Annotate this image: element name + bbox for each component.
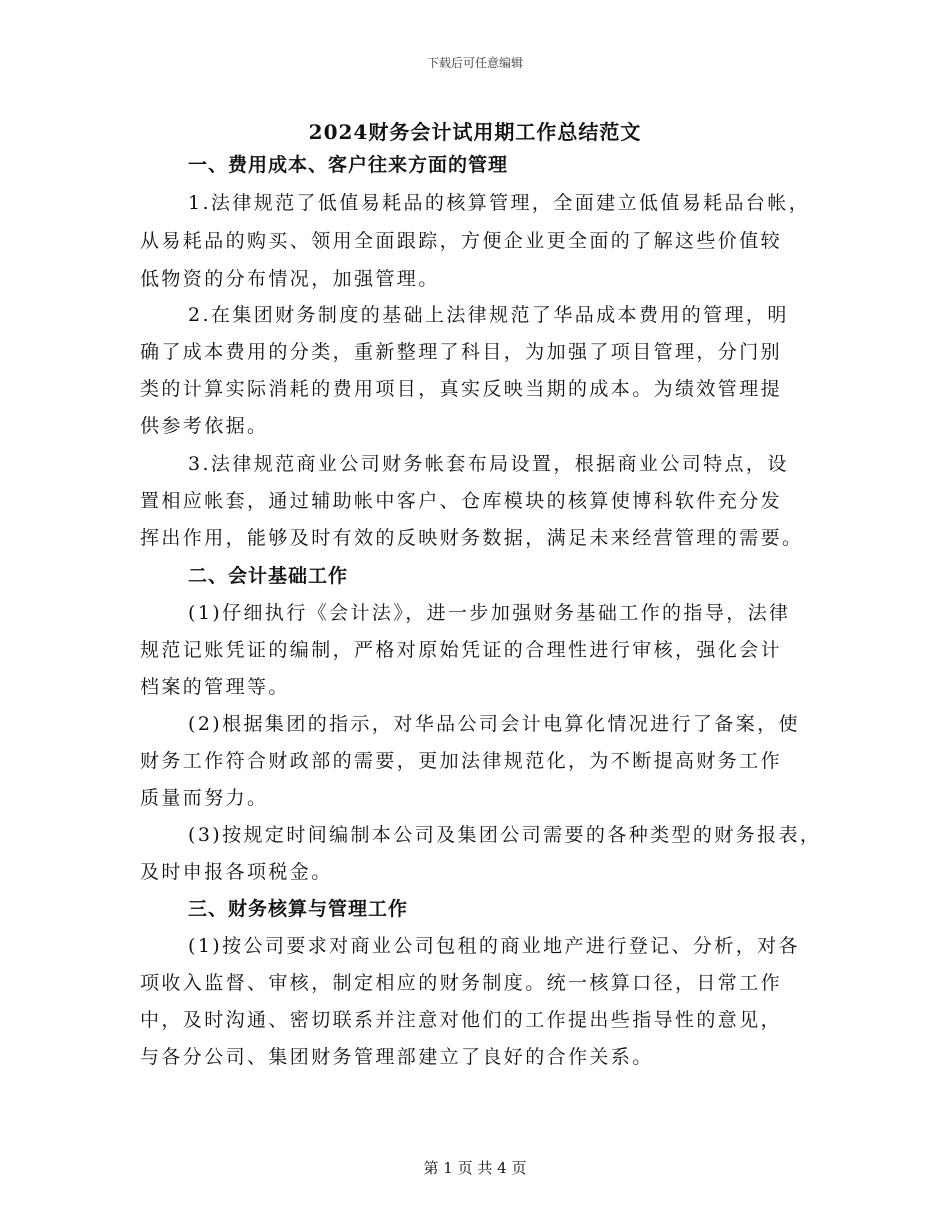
paragraph-line: (1)仔细执行《会计法》，进一步加强财务基础工作的指导，法律 (188, 602, 791, 624)
page-footer: 第 1 页 共 4 页 (423, 1159, 527, 1177)
paragraph-line: (1)按公司要求对商业公司包租的商业地产进行登记、分析，对各 (188, 935, 800, 957)
paragraph-line: 财务工作符合财政部的需要，更加法律规范化，为不断提高财务工作 (140, 750, 783, 772)
paragraph-line: 中，及时沟通、密切联系并注意对他们的工作提出些指导性的意见， (140, 1009, 783, 1031)
paragraph-line: 从易耗品的购买、领用全面跟踪，方便企业更全面的了解这些价值较 (140, 230, 783, 252)
section-heading-1: 一、费用成本、客户往来方面的管理 (188, 154, 509, 176)
paragraph-line: (3)按规定时间编制本公司及集团公司需要的各种类型的财务报表， (188, 824, 822, 846)
paragraph-line: 1.法律规范了低值易耗品的核算管理，全面建立低值易耗品台帐， (188, 192, 811, 214)
document-title: 2024财务会计试用期工作总结范文 (308, 120, 642, 144)
paragraph-line: 供参考依据。 (140, 415, 269, 437)
paragraph-line: 确了成本费用的分类，重新整理了科目，为加强了项目管理，分门别 (140, 341, 783, 363)
paragraph-line: 2.在集团财务制度的基础上法律规范了华品成本费用的管理，明 (188, 304, 789, 326)
section-heading-2: 二、会计基础工作 (188, 565, 349, 587)
paragraph-line: 挥出作用，能够及时有效的反映财务数据，满足未来经营管理的需要。 (140, 527, 804, 549)
paragraph-line: (2)根据集团的指示，对华品公司会计电算化情况进行了备案，使 (188, 713, 800, 735)
paragraph-line: 及时申报各项税金。 (140, 861, 333, 883)
paragraph-line: 质量而努力。 (140, 787, 269, 809)
header-note: 下载后可任意编辑 (426, 56, 523, 70)
paragraph-line: 档案的管理等。 (140, 676, 290, 698)
paragraph-line: 项收入监督、审核，制定相应的财务制度。统一核算口径，日常工作 (140, 972, 783, 994)
paragraph-line: 与各分公司、集团财务管理部建立了良好的合作关系。 (140, 1046, 654, 1068)
paragraph-line: 置相应帐套，通过辅助帐中客户、仓库模块的核算使博科软件充分发 (140, 490, 783, 512)
section-heading-3: 三、财务核算与管理工作 (188, 898, 409, 920)
paragraph-line: 低物资的分布情况，加强管理。 (140, 268, 440, 290)
paragraph-line: 类的计算实际消耗的费用项目，真实反映当期的成本。为绩效管理提 (140, 378, 783, 400)
paragraph-line: 规范记账凭证的编制，严格对原始凭证的合理性进行审核，强化会计 (140, 639, 783, 661)
paragraph-line: 3.法律规范商业公司财务帐套布局设置，根据商业公司特点，设 (188, 453, 789, 475)
